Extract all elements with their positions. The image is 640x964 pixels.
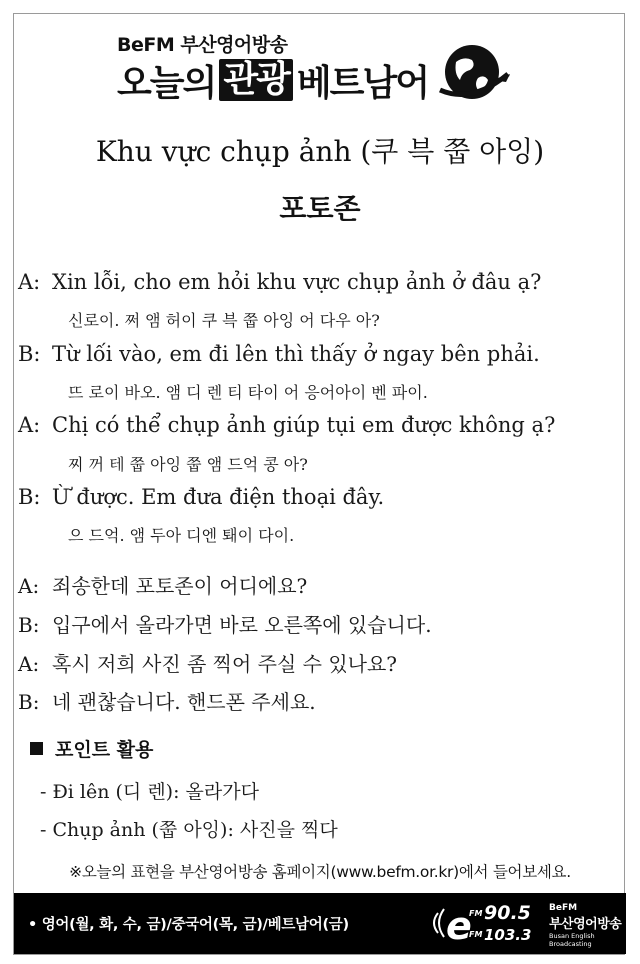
speaker-label: A:	[18, 574, 40, 598]
frequency-secondary: 103.3	[484, 926, 532, 944]
svg-text:e: e	[446, 904, 472, 948]
fm-label: FM	[469, 909, 483, 918]
pronunciation-line: 신로이. 쩌 앰 허이 쿠 븍 쭙 아잉 어 다우 아?	[68, 311, 380, 330]
brand-title-boxed: 관광	[219, 59, 293, 101]
header	[0, 18, 640, 113]
station-name: 부산영어방송	[549, 917, 622, 932]
speaker-label: A:	[18, 652, 40, 676]
point-heading-text: 포인트 활용	[55, 739, 154, 761]
frequency-primary: 90.5	[484, 902, 531, 924]
pronunciation-line: 찌 꺼 테 쭙 아잉 쭙 앰 드억 콩 아?	[68, 455, 308, 474]
square-bullet-icon	[30, 742, 43, 755]
brand-title	[117, 58, 428, 102]
title-vietnamese: Khu vực chụp ảnh (쿠 븍 쭙 아잉)	[95, 135, 545, 168]
point-heading	[30, 735, 153, 762]
speaker-label: B:	[18, 342, 41, 366]
translation-text: 네 괜찮습니다. 핸드폰 주세요.	[52, 690, 316, 714]
translation-text: 입구에서 올라가면 바로 오른쪽에 있습니다.	[52, 613, 432, 637]
translation-line	[18, 686, 316, 715]
point-item: - Đi lên (디 렌): 올라가다	[40, 781, 259, 803]
speaker-label: B:	[18, 613, 40, 637]
translation-text: 혹시 저희 사진 좀 찍어 주실 수 있나요?	[52, 652, 398, 676]
bottom-bar	[14, 893, 626, 954]
speaker-label: B:	[18, 485, 41, 509]
speaker-label: A:	[18, 413, 41, 437]
dialogue-line	[18, 485, 384, 509]
pronunciation-line: 뜨 로이 바오. 앰 디 렌 티 타이 어 응어아이 벤 파이.	[68, 383, 428, 402]
befm-label: BeFM	[549, 903, 578, 913]
broadcast-schedule: • 영어(월, 화, 수, 금)/중국어(목, 금)/베트남어(금)	[28, 917, 349, 933]
pronunciation-line: 으 드억. 앰 두아 디엔 퇘이 다이.	[68, 526, 295, 545]
dialogue-text: Chị có thể chụp ảnh giúp tụi em được không ạ?	[52, 413, 556, 437]
brand-small: BeFM 부산영어방송	[117, 34, 288, 56]
translation-text: 죄송한데 포토존이 어디에요?	[52, 574, 308, 598]
dialogue-text: Từ lối vào, em đi lên thì thấy ở ngay bên phải.	[52, 342, 540, 366]
dialogue-text: Ừ được. Em đưa điện thoại đây.	[52, 485, 385, 509]
speaker-label: A:	[18, 270, 41, 294]
speaker-label: B:	[18, 690, 40, 714]
translation-line	[18, 648, 397, 677]
station-english-name: Busan English Broadcasting	[549, 932, 595, 948]
title-korean: 포토존	[279, 192, 361, 225]
globe-plane-icon	[432, 34, 514, 116]
translation-line	[18, 570, 307, 599]
dialogue-line	[18, 270, 541, 294]
brand-title-part1: 오늘의	[117, 62, 216, 104]
dialogue-text: Xin lỗi, cho em hỏi khu vực chụp ảnh ở đâu ạ?	[52, 270, 542, 294]
fm-label: FM	[469, 930, 483, 939]
footnote: ※오늘의 표현을 부산영어방송 홈페이지(www.befm.or.kr)에서 들어보세요.	[69, 863, 571, 881]
point-item: - Chụp ảnh (쭙 아잉): 사진을 찍다	[40, 819, 338, 841]
translation-line	[18, 609, 432, 638]
brand-title-part2: 베트남어	[296, 62, 428, 104]
dialogue-line	[18, 413, 555, 437]
dialogue-line	[18, 342, 540, 366]
